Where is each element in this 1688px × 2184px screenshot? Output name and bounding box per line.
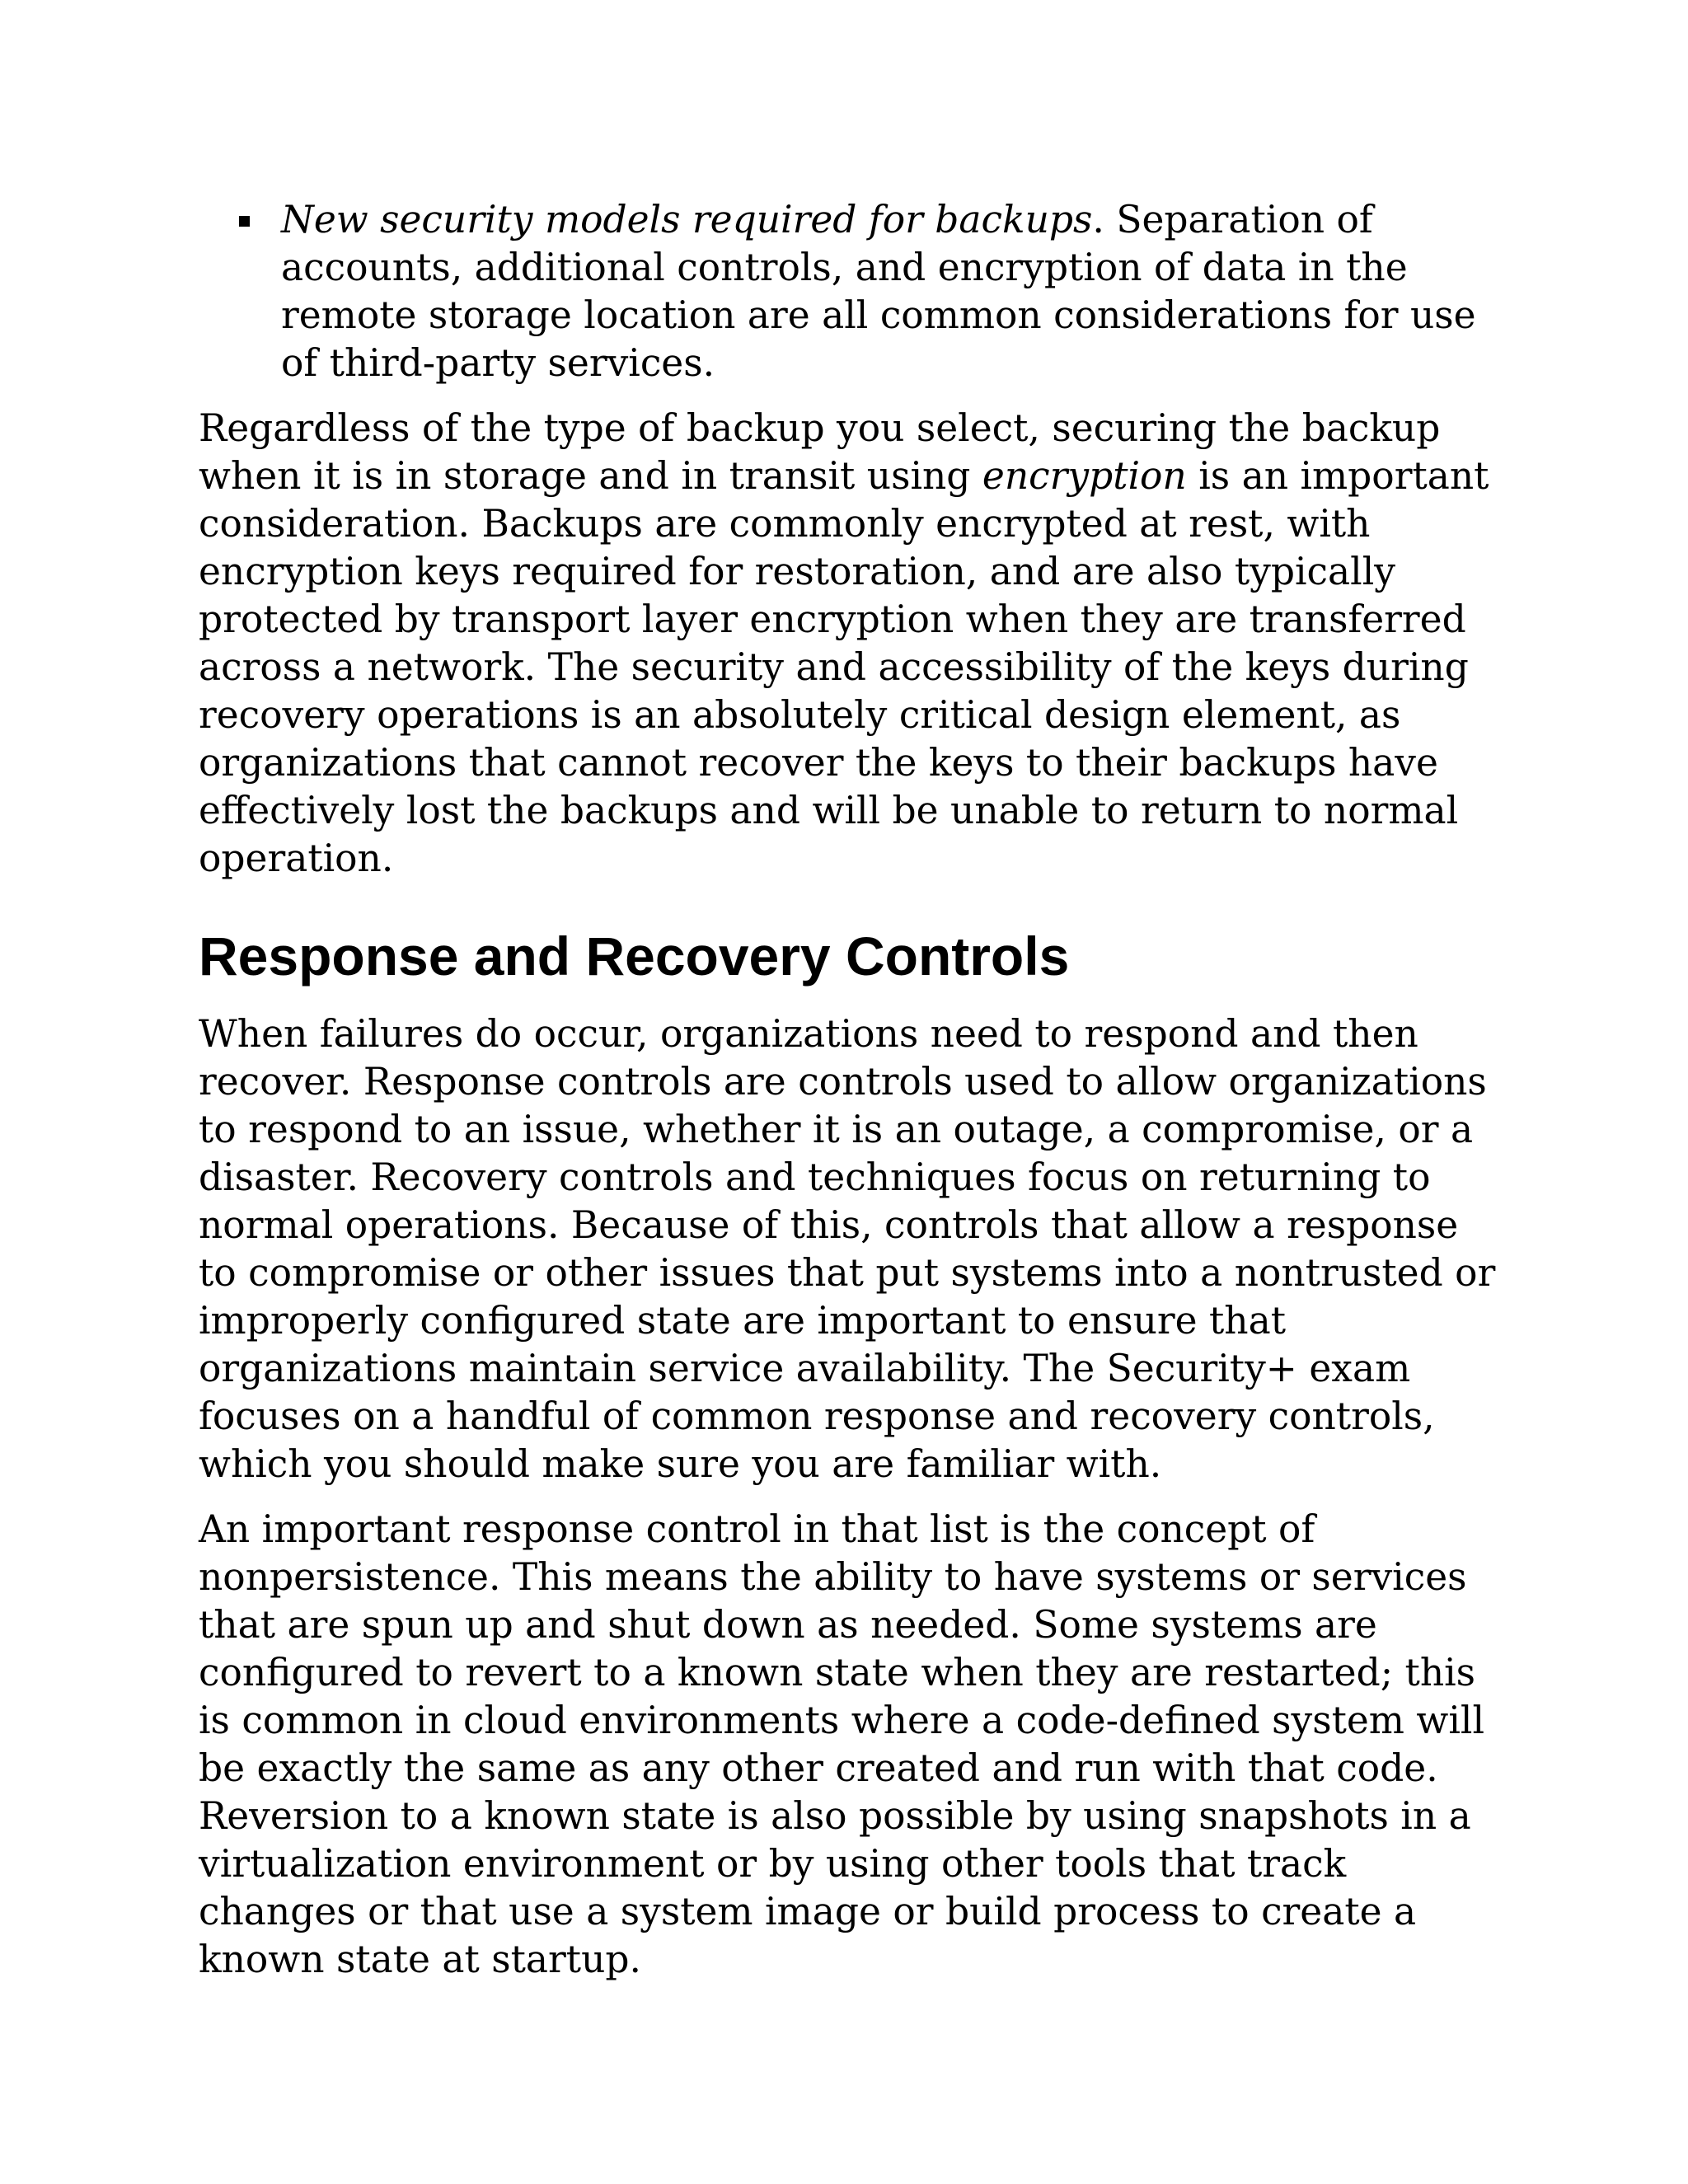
paragraph-nonpersistence: An important response control in that list is the concept of nonpersistence. This means the ability to have systems or services that are spun up and shut down as needed. Some systems are configured to revert to a known state when they are restarted; this is common in cloud environments where a code-defined system will be exactly the same as any other created and run with that code. Reversion to a known state is also possible by using snapshots in a virtualization environment or by using other tools that track changes or that use a system image or build process to create a known state at startup. (199, 1507, 1484, 1981)
paragraph-text: Regardless of the type of backup you select, securing the backup when it is in storage and in transit using (199, 406, 1441, 498)
paragraph-backup-encryption (199, 405, 1501, 883)
bullet-text: . Separation of accounts, additional controls, and encryption of data in the remote storage location are all common considerations for use of third-party services. (281, 198, 1476, 385)
paragraph-response-controls: When failures do occur, organizations need to respond and then recover. Response controls are controls used to allow organizations to respond to an issue, whether it is an outage, a compromise, or a disaster. Recovery controls and techniques focus on returning to normal operations. Because of this, controls that allow a response to compromise or other issues that put systems into a nontrusted or improperly configured state are important to ensure that organizations maintain service availability. The Security+ exam focuses on a handful of common response and recovery controls, which you should make sure you are familiar with. (199, 1012, 1496, 1486)
italic-term-encryption: encryption (982, 454, 1187, 498)
document-page (199, 196, 1501, 2001)
section-heading: Response and Recovery Controls (199, 926, 1070, 987)
paragraph-text: is an important consideration. Backups are commonly encrypted at rest, with encryption keys required for restoration, and are also typically protected by transport layer encryption when they are transferred across a network. The security and accessibility of the keys during recovery operations is an absolutely critical design element, as organizations that cannot recover the keys to their backups have effectively lost the backups and will be unable to return to normal operation. (199, 454, 1489, 880)
bullet-list-item (199, 196, 1501, 387)
bullet-lead-italic: New security models required for backups (281, 198, 1093, 241)
square-bullet-icon (239, 216, 250, 227)
